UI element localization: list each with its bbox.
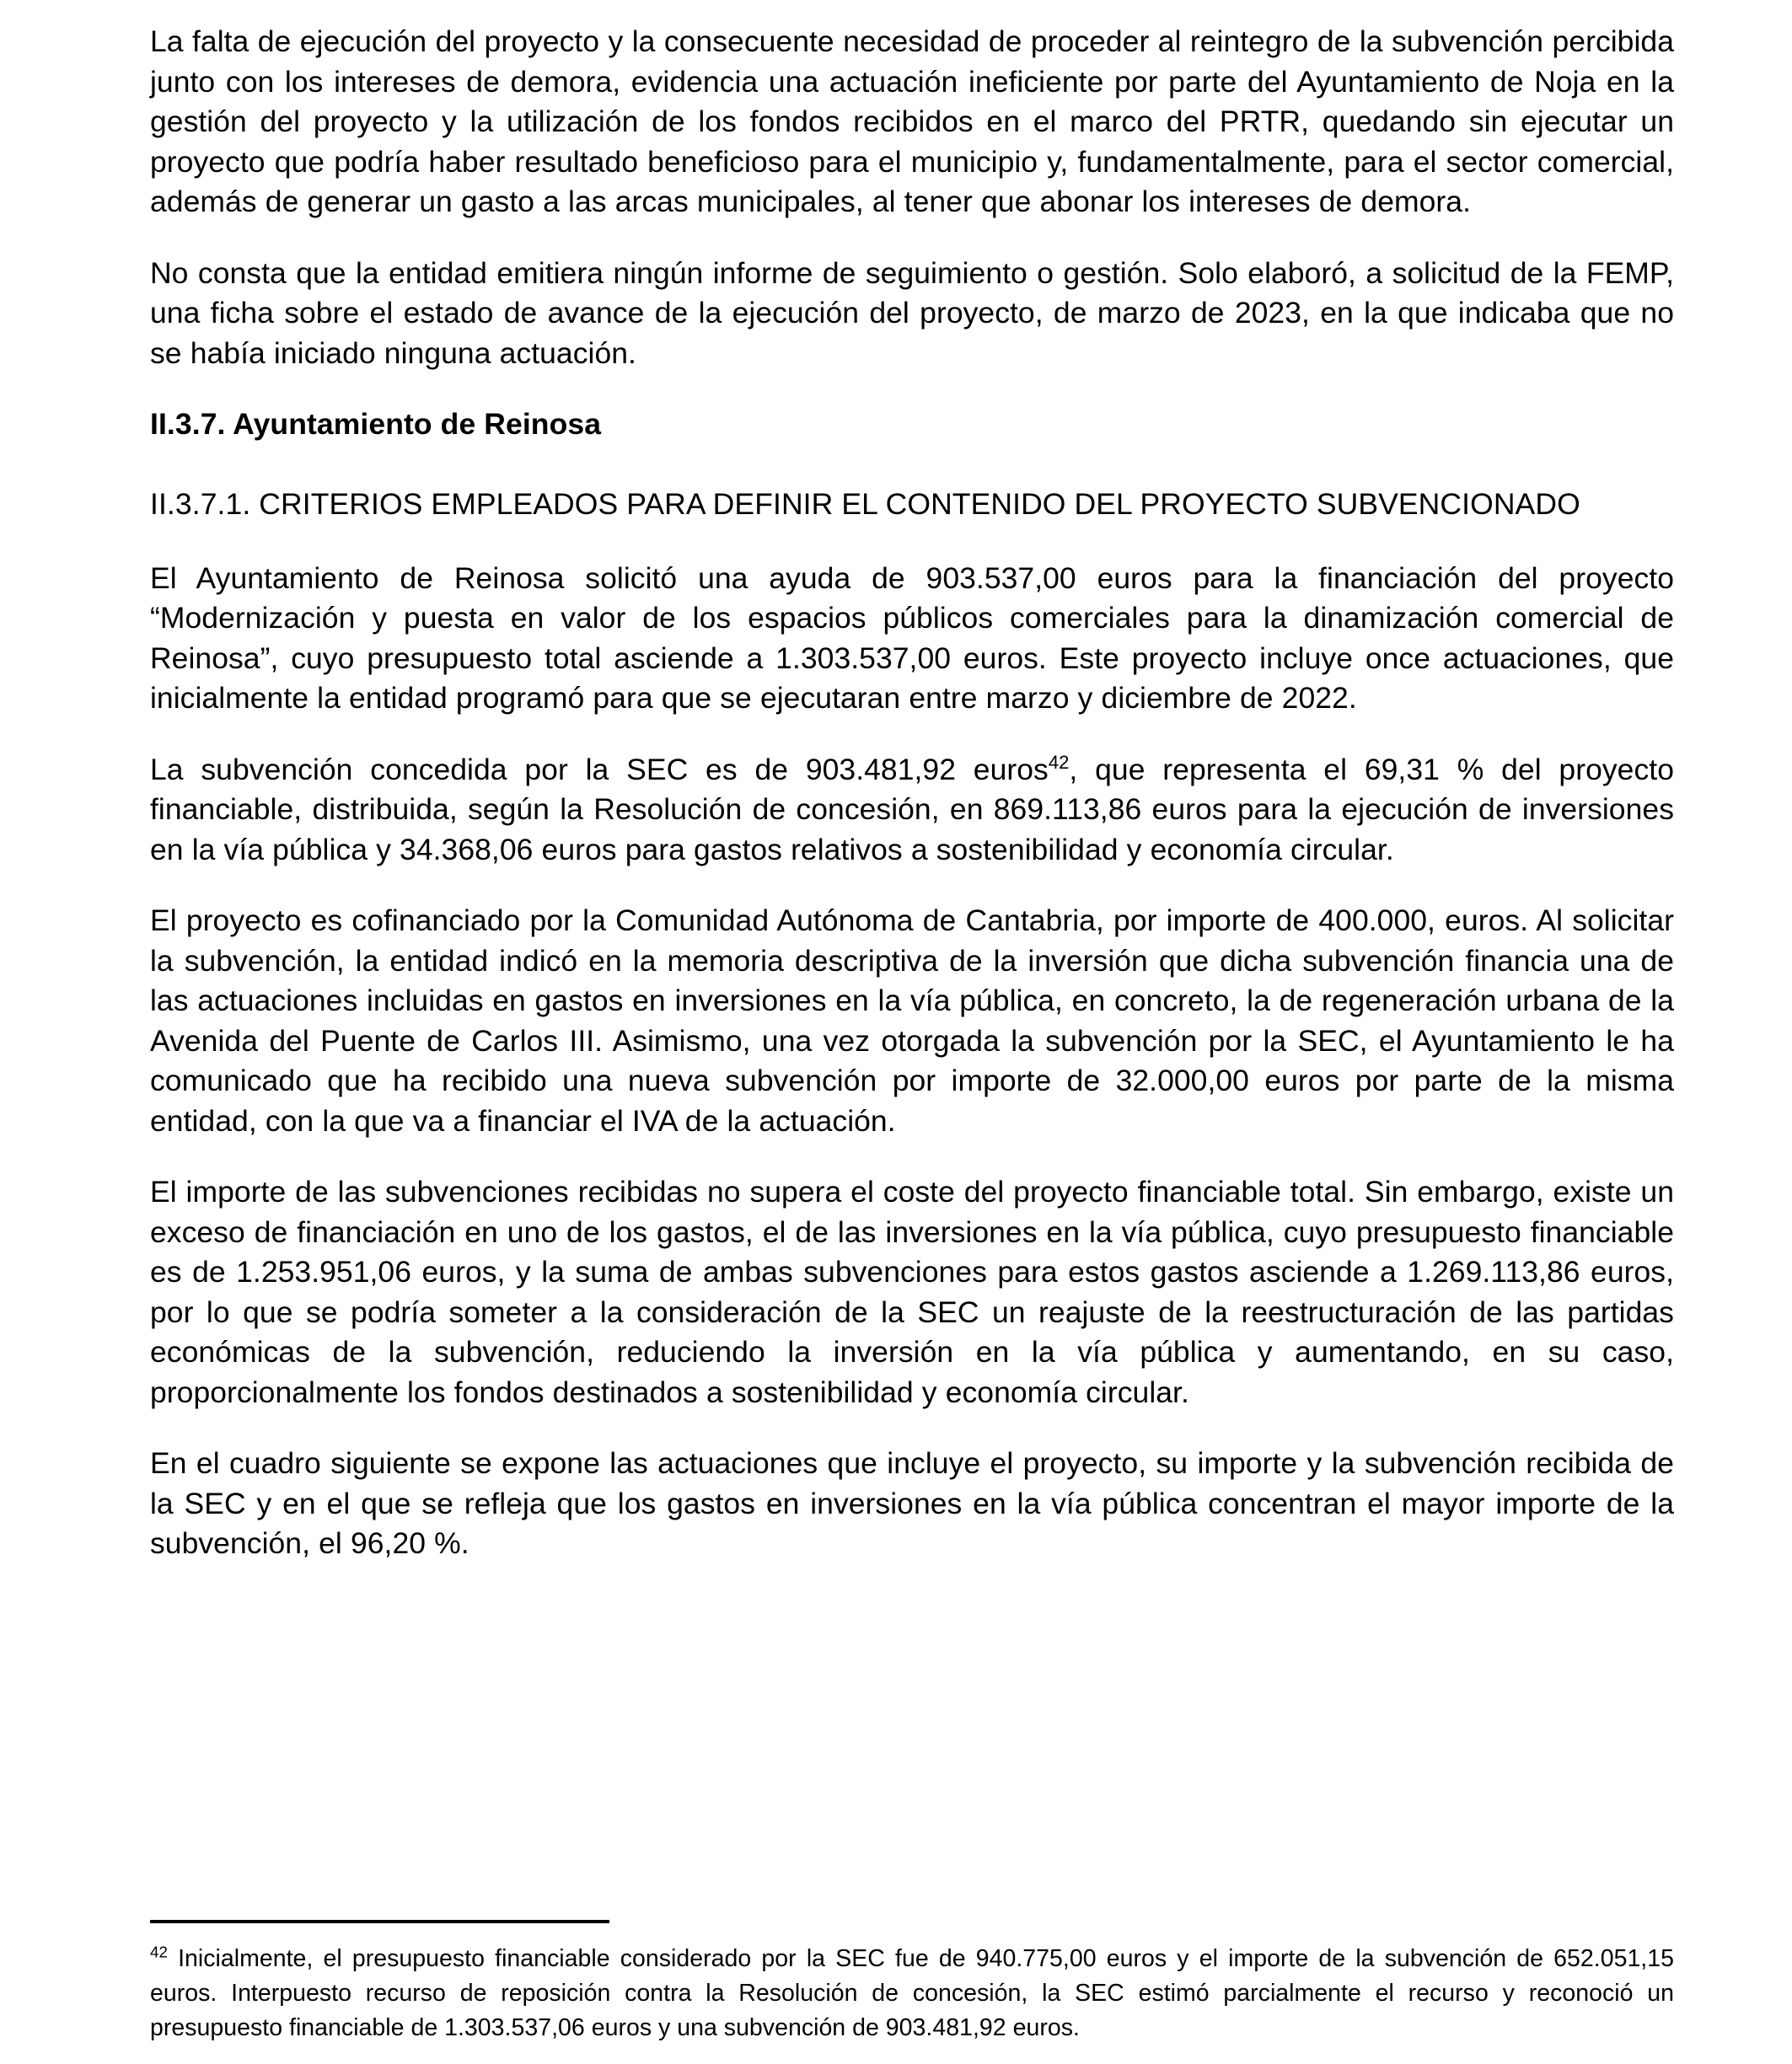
paragraph-solicitud-ayuda: El Ayuntamiento de Reinosa solicitó una ayuda de 903.537,00 euros para la financiación del proyecto “Modernización y puesta en valor de los espacios públicos comerciales para la dinamización comercial de Reinosa”, cuyo presupuesto total asciende a 1.303.537,00 euros. Este proyecto incluye once actuaciones, que inicialmente la entidad programó para que se ejecutaran entre marzo y diciembre de 2022.: [150, 560, 1674, 715]
footnote-separator-rule: [150, 1920, 609, 1923]
footnote-42-text: Inicialmente, el presupuesto financiable considerado por la SEC fue de 940.775,00 euros y el importe de la subvención de 652.051,15 euros. Interpuesto recurso de reposición contra la Resolución de concesión, la SEC estimó parcialmente el recurso y reconoció un presupuesto financiable de 1.303.537,06 euros y una subvención de 903.481,92 euros.: [150, 1945, 1674, 2041]
paragraph-subvencion-concedida: [150, 750, 1674, 871]
paragraph-informe-seguimiento: No consta que la entidad emitiera ningún informe de seguimiento o gestión. Solo elaboró, a solicitud de la FEMP, una ficha sobre el estado de avance de la ejecución del proyecto, de marzo de 2023, en la que indicaba que no se había iniciado ninguna actuación.: [150, 255, 1674, 370]
footnote-area: [150, 1920, 1674, 2045]
paragraph-subvencion-concedida-part2: , que representa el 69,31 % del proyecto financiable, distribuida, según la Resolución de concesión, en 869.113,86 euros para la ejecución de inversiones en la vía pública y 34.368,06 euros para gastos relativos a sostenibilidad y economía circular.: [150, 752, 1674, 866]
paragraph-cofinanciacion-cantabria: El proyecto es cofinanciado por la Comunidad Autónoma de Cantabria, por importe de 400.000, euros. Al solicitar la subvención, la entidad indicó en la memoria descriptiva de la inversión que dicha subvención financia una de las actuaciones incluidas en gastos en inversiones en la vía pública, en concreto, la de regeneración urbana de la Avenida del Puente de Carlos III. Asimismo, una vez otorgada la subvención por la SEC, el Ayuntamiento le ha comunicado que ha recibido una nueva subvención por importe de 32.000,00 euros por parte de la misma entidad, con la que va a financiar el IVA de la actuación.: [150, 903, 1674, 1138]
subsection-heading-criterios: II.3.7.1. CRITERIOS EMPLEADOS PARA DEFINIR EL CONTENIDO DEL PROYECTO SUBVENCIONADO: [150, 487, 1580, 521]
paragraph-cuadro-siguiente: En el cuadro siguiente se expone las actuaciones que incluye el proyecto, su importe y la subvención recibida de la SEC y en el que se refleja que los gastos en inversiones en la vía pública concentran el mayor importe de la subvención, el 96,20 %.: [150, 1446, 1674, 1560]
paragraph-noja-ineficiencia: La falta de ejecución del proyecto y la consecuente necesidad de proceder al reintegro de la subvención percibida junto con los intereses de demora, evidencia una actuación ineficiente por parte del Ayuntamiento de Noja en la gestión del proyecto y la utilización de los fondos recibidos en el marco del PRTR, quedando sin ejecutar un proyecto que podría haber resultado beneficioso para el municipio y, fundamentalmente, para el sector comercial, además de generar un gasto a las arcas municipales, al tener que abonar los intereses de demora.: [150, 24, 1674, 218]
section-heading-reinosa: II.3.7. Ayuntamiento de Reinosa: [150, 407, 602, 441]
paragraph-exceso-financiacion: El importe de las subvenciones recibidas no supera el coste del proyecto financiable total. Sin embargo, existe un exceso de financiación en uno de los gastos, el de las inversiones en la vía pública, cuyo presupuesto financiable es de 1.253.951,06 euros, y la suma de ambas subvenciones para estos gastos asciende a 1.269.113,86 euros, por lo que se podría someter a la consideración de la SEC un reajuste de la reestructuración de las partidas económicas de la subvención, reduciendo la inversión en la vía pública y aumentando, en su caso, proporcionalmente los fondos destinados a sostenibilidad y economía circular.: [150, 1175, 1674, 1409]
footnote-42: [150, 1942, 1674, 2045]
footnote-number-42: 42: [150, 1943, 168, 1961]
paragraph-subvencion-concedida-part1: La subvención concedida por la SEC es de 903.481,92 euros: [150, 752, 1049, 786]
footnote-reference-42[interactable]: 42: [1048, 751, 1070, 773]
